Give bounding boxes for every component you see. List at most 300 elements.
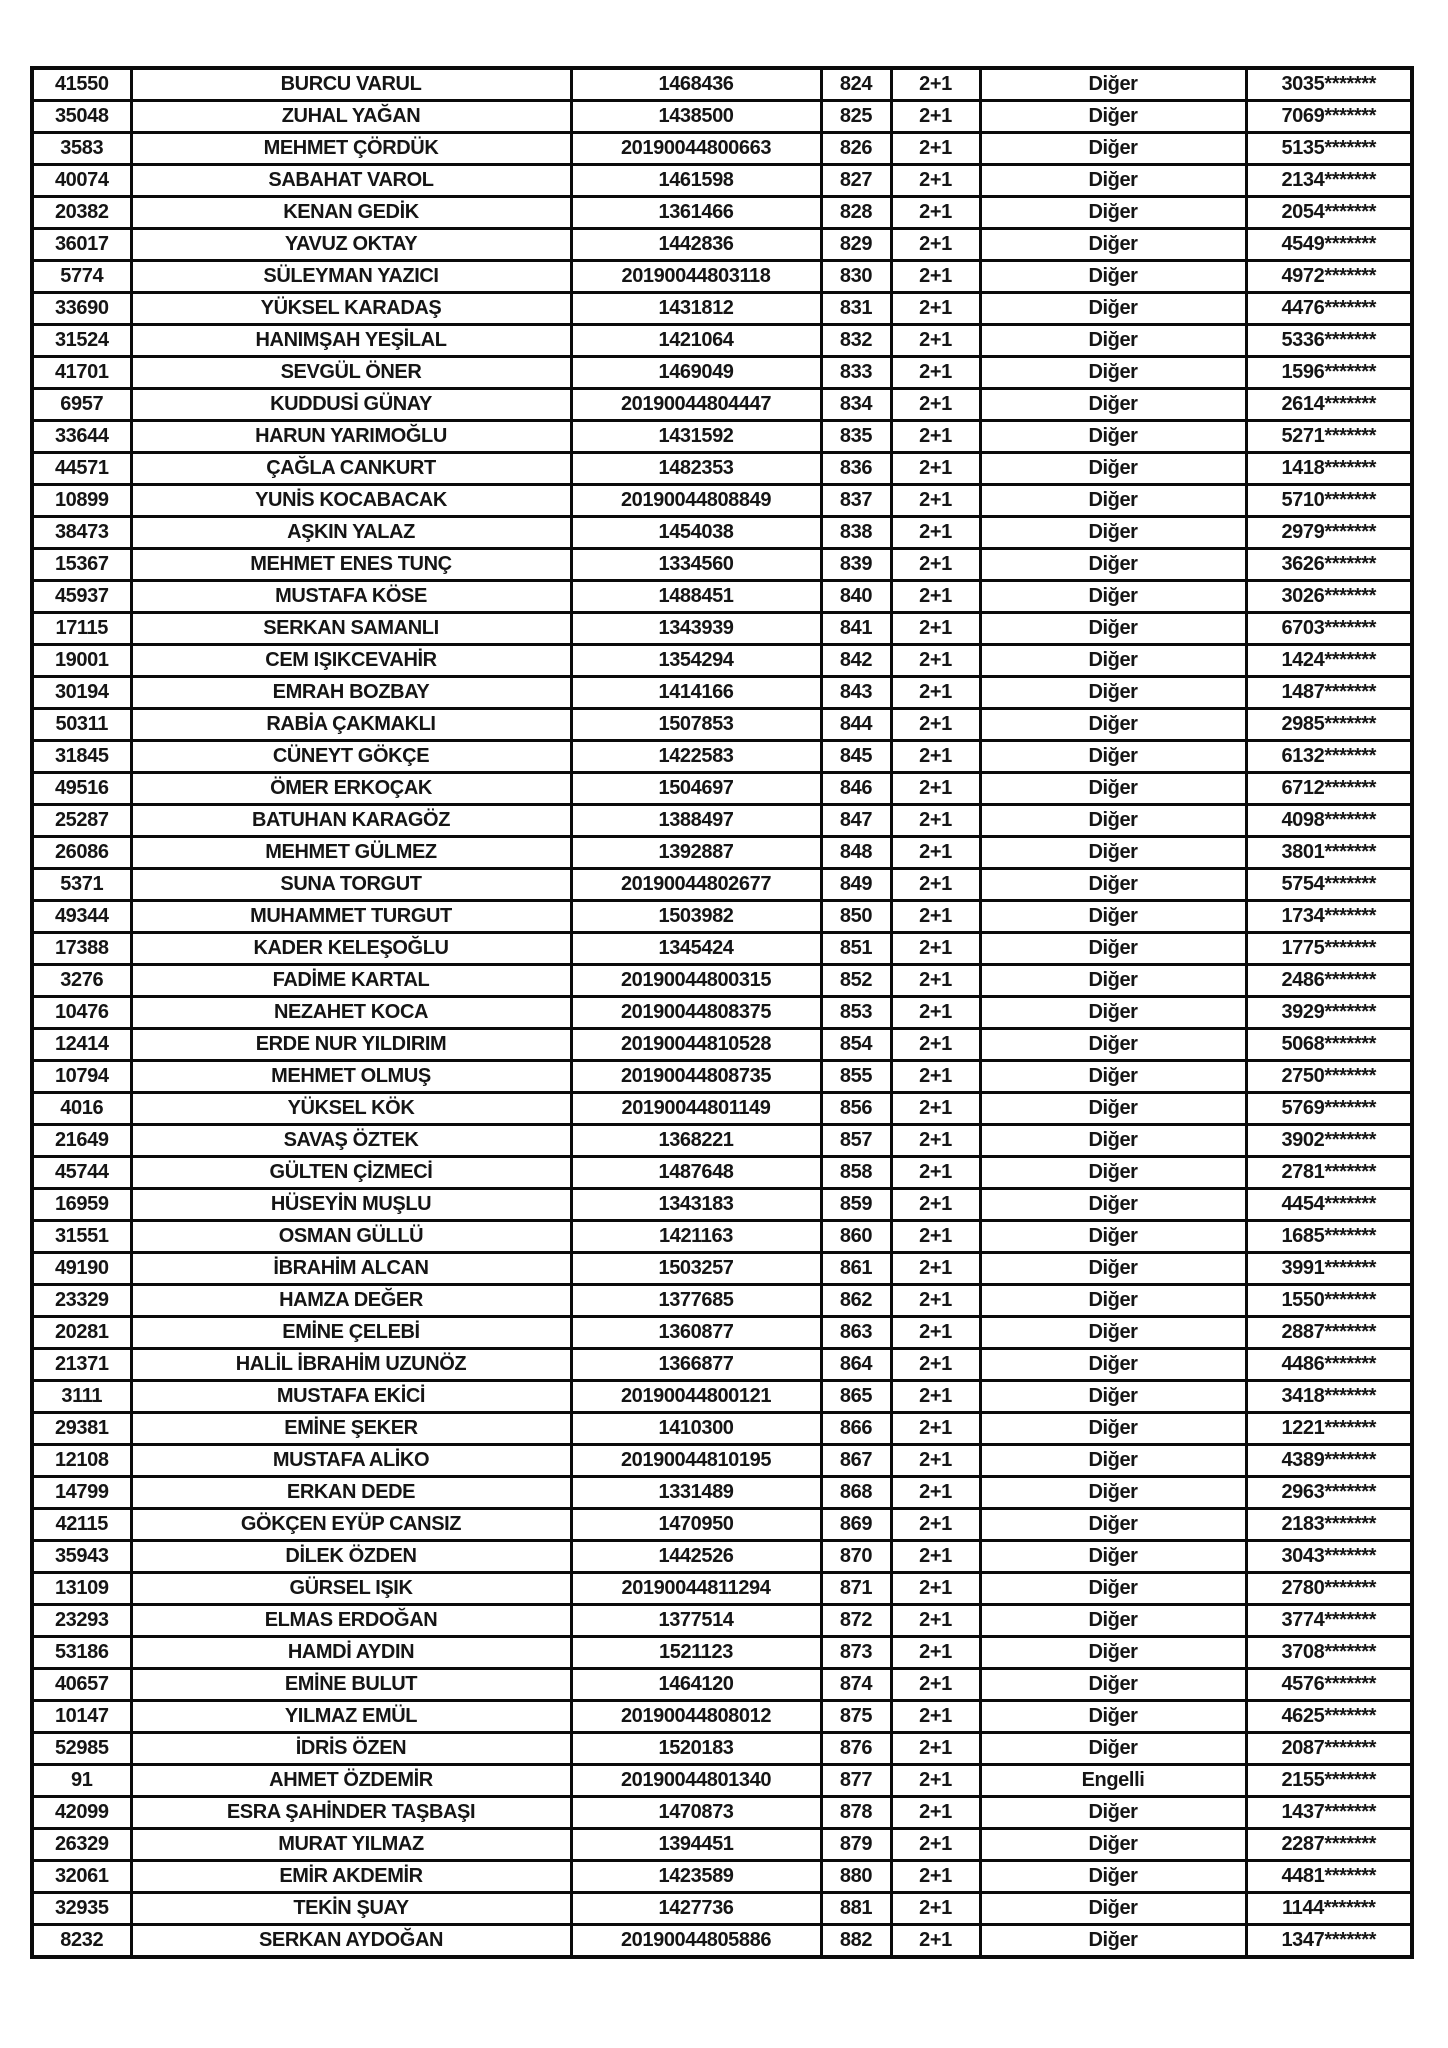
cell-house_type: 2+1 [891, 1029, 980, 1061]
cell-phone_masked: 1144******* [1246, 1893, 1412, 1925]
cell-house_type: 2+1 [891, 773, 980, 805]
cell-phone_masked: 3035******* [1246, 68, 1412, 101]
cell-name: CEM IŞIKCEVAHİR [131, 645, 571, 677]
cell-house_type: 2+1 [891, 517, 980, 549]
cell-application_no: 1488451 [571, 581, 821, 613]
cell-name: YUNİS KOCABACAK [131, 485, 571, 517]
cell-id: 10476 [32, 997, 131, 1029]
cell-application_no: 20190044808375 [571, 997, 821, 1029]
cell-application_no: 1503982 [571, 901, 821, 933]
cell-house_type: 2+1 [891, 1125, 980, 1157]
table-row [32, 613, 1412, 645]
cell-id: 25287 [32, 805, 131, 837]
cell-house_type: 2+1 [891, 1893, 980, 1925]
cell-house_type: 2+1 [891, 261, 980, 293]
cell-id: 14799 [32, 1477, 131, 1509]
cell-category: Diğer [980, 1349, 1246, 1381]
cell-id: 5371 [32, 869, 131, 901]
cell-category: Diğer [980, 1381, 1246, 1413]
cell-application_no: 1468436 [571, 68, 821, 101]
cell-order_no: 866 [821, 1413, 891, 1445]
table-row [32, 773, 1412, 805]
cell-name: KENAN GEDİK [131, 197, 571, 229]
cell-order_no: 833 [821, 357, 891, 389]
table-row [32, 453, 1412, 485]
cell-id: 52985 [32, 1733, 131, 1765]
cell-id: 49190 [32, 1253, 131, 1285]
cell-name: ESRA ŞAHİNDER TAŞBAŞI [131, 1797, 571, 1829]
table-row [32, 1253, 1412, 1285]
cell-category: Diğer [980, 549, 1246, 581]
table-row [32, 485, 1412, 517]
cell-category: Diğer [980, 485, 1246, 517]
cell-phone_masked: 2887******* [1246, 1317, 1412, 1349]
cell-name: MEHMET GÜLMEZ [131, 837, 571, 869]
cell-order_no: 875 [821, 1701, 891, 1733]
cell-order_no: 882 [821, 1925, 891, 1958]
cell-order_no: 853 [821, 997, 891, 1029]
cell-house_type: 2+1 [891, 1413, 980, 1445]
cell-house_type: 2+1 [891, 1541, 980, 1573]
cell-house_type: 2+1 [891, 997, 980, 1029]
table-row [32, 229, 1412, 261]
table-row [32, 1573, 1412, 1605]
cell-phone_masked: 1437******* [1246, 1797, 1412, 1829]
cell-phone_masked: 2087******* [1246, 1733, 1412, 1765]
cell-phone_masked: 3929******* [1246, 997, 1412, 1029]
cell-category: Diğer [980, 1445, 1246, 1477]
cell-application_no: 1427736 [571, 1893, 821, 1925]
table-row [32, 389, 1412, 421]
cell-application_no: 1414166 [571, 677, 821, 709]
cell-name: SAVAŞ ÖZTEK [131, 1125, 571, 1157]
cell-house_type: 2+1 [891, 357, 980, 389]
table-row [32, 1029, 1412, 1061]
cell-phone_masked: 6703******* [1246, 613, 1412, 645]
cell-house_type: 2+1 [891, 485, 980, 517]
cell-phone_masked: 5710******* [1246, 485, 1412, 517]
cell-phone_masked: 4549******* [1246, 229, 1412, 261]
cell-order_no: 854 [821, 1029, 891, 1061]
cell-order_no: 852 [821, 965, 891, 997]
cell-category: Diğer [980, 1509, 1246, 1541]
cell-house_type: 2+1 [891, 837, 980, 869]
cell-id: 30194 [32, 677, 131, 709]
cell-id: 31845 [32, 741, 131, 773]
cell-category: Diğer [980, 197, 1246, 229]
cell-phone_masked: 5271******* [1246, 421, 1412, 453]
cell-name: BATUHAN KARAGÖZ [131, 805, 571, 837]
cell-category: Diğer [980, 165, 1246, 197]
cell-name: MUHAMMET TURGUT [131, 901, 571, 933]
cell-phone_masked: 1487******* [1246, 677, 1412, 709]
cell-name: SUNA TORGUT [131, 869, 571, 901]
cell-category: Diğer [980, 1893, 1246, 1925]
table-row [32, 1669, 1412, 1701]
cell-phone_masked: 2780******* [1246, 1573, 1412, 1605]
cell-phone_masked: 3043******* [1246, 1541, 1412, 1573]
cell-application_no: 1345424 [571, 933, 821, 965]
table-row [32, 325, 1412, 357]
cell-application_no: 1361466 [571, 197, 821, 229]
cell-phone_masked: 4454******* [1246, 1189, 1412, 1221]
cell-name: NEZAHET KOCA [131, 997, 571, 1029]
cell-name: HARUN YARIMOĞLU [131, 421, 571, 453]
cell-name: HÜSEYİN MUŞLU [131, 1189, 571, 1221]
cell-category: Diğer [980, 1061, 1246, 1093]
cell-id: 45937 [32, 581, 131, 613]
cell-application_no: 1470873 [571, 1797, 821, 1829]
cell-application_no: 1431592 [571, 421, 821, 453]
cell-house_type: 2+1 [891, 421, 980, 453]
cell-application_no: 1392887 [571, 837, 821, 869]
cell-application_no: 1377514 [571, 1605, 821, 1637]
cell-phone_masked: 1550******* [1246, 1285, 1412, 1317]
cell-house_type: 2+1 [891, 1829, 980, 1861]
cell-phone_masked: 4576******* [1246, 1669, 1412, 1701]
cell-house_type: 2+1 [891, 677, 980, 709]
cell-phone_masked: 3026******* [1246, 581, 1412, 613]
cell-name: EMİNE ŞEKER [131, 1413, 571, 1445]
cell-order_no: 841 [821, 613, 891, 645]
cell-category: Diğer [980, 1925, 1246, 1958]
cell-order_no: 859 [821, 1189, 891, 1221]
cell-order_no: 838 [821, 517, 891, 549]
cell-application_no: 20190044803118 [571, 261, 821, 293]
table-row [32, 901, 1412, 933]
cell-order_no: 861 [821, 1253, 891, 1285]
cell-phone_masked: 2486******* [1246, 965, 1412, 997]
cell-house_type: 2+1 [891, 1253, 980, 1285]
cell-application_no: 1442836 [571, 229, 821, 261]
cell-id: 50311 [32, 709, 131, 741]
cell-house_type: 2+1 [891, 101, 980, 133]
cell-phone_masked: 1734******* [1246, 901, 1412, 933]
table-row [32, 645, 1412, 677]
cell-phone_masked: 2963******* [1246, 1477, 1412, 1509]
cell-id: 41550 [32, 68, 131, 101]
cell-phone_masked: 5135******* [1246, 133, 1412, 165]
cell-application_no: 1487648 [571, 1157, 821, 1189]
cell-id: 49516 [32, 773, 131, 805]
cell-phone_masked: 3774******* [1246, 1605, 1412, 1637]
cell-application_no: 1470950 [571, 1509, 821, 1541]
cell-name: MUSTAFA EKİCİ [131, 1381, 571, 1413]
cell-category: Diğer [980, 1701, 1246, 1733]
cell-id: 91 [32, 1765, 131, 1797]
cell-house_type: 2+1 [891, 229, 980, 261]
cell-order_no: 845 [821, 741, 891, 773]
cell-id: 17115 [32, 613, 131, 645]
cell-application_no: 1520183 [571, 1733, 821, 1765]
cell-house_type: 2+1 [891, 1637, 980, 1669]
cell-application_no: 20190044810528 [571, 1029, 821, 1061]
cell-phone_masked: 2614******* [1246, 389, 1412, 421]
cell-order_no: 855 [821, 1061, 891, 1093]
cell-name: HANIMŞAH YEŞİLAL [131, 325, 571, 357]
cell-category: Diğer [980, 1029, 1246, 1061]
cell-order_no: 837 [821, 485, 891, 517]
cell-order_no: 825 [821, 101, 891, 133]
cell-application_no: 1343939 [571, 613, 821, 645]
cell-house_type: 2+1 [891, 645, 980, 677]
cell-order_no: 877 [821, 1765, 891, 1797]
cell-application_no: 1422583 [571, 741, 821, 773]
table-row [32, 1317, 1412, 1349]
cell-category: Diğer [980, 101, 1246, 133]
cell-name: SEVGÜL ÖNER [131, 357, 571, 389]
cell-order_no: 828 [821, 197, 891, 229]
cell-category: Diğer [980, 677, 1246, 709]
cell-phone_masked: 3708******* [1246, 1637, 1412, 1669]
cell-category: Diğer [980, 389, 1246, 421]
table-row [32, 1509, 1412, 1541]
cell-name: ERKAN DEDE [131, 1477, 571, 1509]
cell-phone_masked: 1596******* [1246, 357, 1412, 389]
cell-id: 4016 [32, 1093, 131, 1125]
cell-id: 23293 [32, 1605, 131, 1637]
cell-id: 12108 [32, 1445, 131, 1477]
cell-name: SABAHAT VAROL [131, 165, 571, 197]
cell-name: AHMET ÖZDEMİR [131, 1765, 571, 1797]
table-row [32, 741, 1412, 773]
cell-category: Diğer [980, 933, 1246, 965]
cell-category: Diğer [980, 261, 1246, 293]
table-row [32, 165, 1412, 197]
cell-id: 36017 [32, 229, 131, 261]
cell-order_no: 844 [821, 709, 891, 741]
cell-house_type: 2+1 [891, 68, 980, 101]
cell-category: Diğer [980, 837, 1246, 869]
cell-name: HALİL İBRAHİM UZUNÖZ [131, 1349, 571, 1381]
table-row [32, 357, 1412, 389]
cell-name: EMRAH BOZBAY [131, 677, 571, 709]
cell-name: KUDDUSİ GÜNAY [131, 389, 571, 421]
cell-phone_masked: 1221******* [1246, 1413, 1412, 1445]
cell-house_type: 2+1 [891, 965, 980, 997]
cell-phone_masked: 1424******* [1246, 645, 1412, 677]
table-row [32, 805, 1412, 837]
cell-application_no: 1507853 [571, 709, 821, 741]
cell-order_no: 843 [821, 677, 891, 709]
cell-name: TEKİN ŞUAY [131, 1893, 571, 1925]
cell-order_no: 863 [821, 1317, 891, 1349]
cell-category: Diğer [980, 901, 1246, 933]
table-row [32, 1637, 1412, 1669]
cell-house_type: 2+1 [891, 1573, 980, 1605]
cell-house_type: 2+1 [891, 709, 980, 741]
cell-order_no: 869 [821, 1509, 891, 1541]
cell-house_type: 2+1 [891, 805, 980, 837]
cell-category: Diğer [980, 1221, 1246, 1253]
cell-category: Diğer [980, 1157, 1246, 1189]
cell-category: Diğer [980, 133, 1246, 165]
cell-application_no: 1461598 [571, 165, 821, 197]
cell-phone_masked: 1775******* [1246, 933, 1412, 965]
cell-order_no: 848 [821, 837, 891, 869]
cell-phone_masked: 2287******* [1246, 1829, 1412, 1861]
cell-name: ÇAĞLA CANKURT [131, 453, 571, 485]
cell-category: Diğer [980, 1541, 1246, 1573]
cell-application_no: 20190044802677 [571, 869, 821, 901]
table-row [32, 837, 1412, 869]
cell-name: MEHMET ENES TUNÇ [131, 549, 571, 581]
cell-name: HAMZA DEĞER [131, 1285, 571, 1317]
cell-house_type: 2+1 [891, 1605, 980, 1637]
cell-phone_masked: 5769******* [1246, 1093, 1412, 1125]
cell-name: CÜNEYT GÖKÇE [131, 741, 571, 773]
cell-application_no: 1454038 [571, 517, 821, 549]
cell-order_no: 829 [821, 229, 891, 261]
cell-name: FADİME KARTAL [131, 965, 571, 997]
cell-phone_masked: 3991******* [1246, 1253, 1412, 1285]
cell-phone_masked: 4972******* [1246, 261, 1412, 293]
cell-category: Diğer [980, 997, 1246, 1029]
cell-name: BURCU VARUL [131, 68, 571, 101]
cell-phone_masked: 1418******* [1246, 453, 1412, 485]
cell-application_no: 1354294 [571, 645, 821, 677]
cell-category: Diğer [980, 773, 1246, 805]
cell-house_type: 2+1 [891, 901, 980, 933]
cell-category: Diğer [980, 1829, 1246, 1861]
table-row [32, 68, 1412, 101]
cell-order_no: 872 [821, 1605, 891, 1637]
cell-name: KADER KELEŞOĞLU [131, 933, 571, 965]
cell-category: Diğer [980, 645, 1246, 677]
cell-name: YÜKSEL KARADAŞ [131, 293, 571, 325]
cell-phone_masked: 4389******* [1246, 1445, 1412, 1477]
cell-category: Diğer [980, 357, 1246, 389]
cell-order_no: 857 [821, 1125, 891, 1157]
cell-order_no: 850 [821, 901, 891, 933]
cell-house_type: 2+1 [891, 1669, 980, 1701]
cell-house_type: 2+1 [891, 1157, 980, 1189]
cell-category: Diğer [980, 1797, 1246, 1829]
cell-name: ZUHAL YAĞAN [131, 101, 571, 133]
cell-application_no: 1423589 [571, 1861, 821, 1893]
cell-house_type: 2+1 [891, 1285, 980, 1317]
table-row [32, 965, 1412, 997]
table-row [32, 709, 1412, 741]
cell-name: EMİR AKDEMİR [131, 1861, 571, 1893]
cell-application_no: 20190044801149 [571, 1093, 821, 1125]
cell-phone_masked: 5068******* [1246, 1029, 1412, 1061]
cell-phone_masked: 5336******* [1246, 325, 1412, 357]
cell-order_no: 864 [821, 1349, 891, 1381]
table-row [32, 549, 1412, 581]
cell-category: Diğer [980, 1637, 1246, 1669]
cell-house_type: 2+1 [891, 549, 980, 581]
cell-name: GÜRSEL IŞIK [131, 1573, 571, 1605]
cell-category: Diğer [980, 1669, 1246, 1701]
cell-name: EMİNE BULUT [131, 1669, 571, 1701]
cell-id: 26329 [32, 1829, 131, 1861]
cell-id: 23329 [32, 1285, 131, 1317]
table-row [32, 1765, 1412, 1797]
table-row [32, 997, 1412, 1029]
cell-id: 19001 [32, 645, 131, 677]
cell-phone_masked: 2134******* [1246, 165, 1412, 197]
cell-id: 35943 [32, 1541, 131, 1573]
cell-application_no: 20190044808849 [571, 485, 821, 517]
cell-order_no: 865 [821, 1381, 891, 1413]
table-row [32, 421, 1412, 453]
cell-order_no: 839 [821, 549, 891, 581]
cell-phone_masked: 3902******* [1246, 1125, 1412, 1157]
cell-application_no: 20190044801340 [571, 1765, 821, 1797]
cell-id: 31524 [32, 325, 131, 357]
cell-order_no: 849 [821, 869, 891, 901]
cell-house_type: 2+1 [891, 1701, 980, 1733]
cell-application_no: 1469049 [571, 357, 821, 389]
cell-order_no: 830 [821, 261, 891, 293]
cell-order_no: 856 [821, 1093, 891, 1125]
cell-phone_masked: 2183******* [1246, 1509, 1412, 1541]
cell-name: İBRAHİM ALCAN [131, 1253, 571, 1285]
table-row [32, 1605, 1412, 1637]
cell-name: SERKAN AYDOĞAN [131, 1925, 571, 1958]
cell-order_no: 832 [821, 325, 891, 357]
cell-name: ELMAS ERDOĞAN [131, 1605, 571, 1637]
table-row [32, 1925, 1412, 1958]
table-row [32, 1829, 1412, 1861]
cell-category: Diğer [980, 581, 1246, 613]
cell-name: MURAT YILMAZ [131, 1829, 571, 1861]
cell-id: 44571 [32, 453, 131, 485]
table-row [32, 1157, 1412, 1189]
cell-id: 33690 [32, 293, 131, 325]
table-row [32, 869, 1412, 901]
cell-name: ERDE NUR YILDIRIM [131, 1029, 571, 1061]
cell-category: Diğer [980, 325, 1246, 357]
cell-name: GÜLTEN ÇİZMECİ [131, 1157, 571, 1189]
cell-house_type: 2+1 [891, 165, 980, 197]
cell-id: 5774 [32, 261, 131, 293]
cell-house_type: 2+1 [891, 133, 980, 165]
cell-phone_masked: 2781******* [1246, 1157, 1412, 1189]
cell-order_no: 846 [821, 773, 891, 805]
table-row [32, 133, 1412, 165]
cell-id: 17388 [32, 933, 131, 965]
cell-order_no: 876 [821, 1733, 891, 1765]
cell-order_no: 858 [821, 1157, 891, 1189]
cell-house_type: 2+1 [891, 1797, 980, 1829]
cell-phone_masked: 5754******* [1246, 869, 1412, 901]
cell-id: 40074 [32, 165, 131, 197]
cell-house_type: 2+1 [891, 1733, 980, 1765]
cell-category: Diğer [980, 869, 1246, 901]
cell-phone_masked: 1685******* [1246, 1221, 1412, 1253]
cell-application_no: 1366877 [571, 1349, 821, 1381]
cell-application_no: 1504697 [571, 773, 821, 805]
table-row [32, 101, 1412, 133]
table-row [32, 1349, 1412, 1381]
cell-id: 41701 [32, 357, 131, 389]
cell-category: Diğer [980, 293, 1246, 325]
cell-category: Diğer [980, 1317, 1246, 1349]
cell-category: Diğer [980, 1253, 1246, 1285]
cell-category: Diğer [980, 1413, 1246, 1445]
cell-application_no: 1368221 [571, 1125, 821, 1157]
table-row [32, 1893, 1412, 1925]
cell-id: 10794 [32, 1061, 131, 1093]
table-row [32, 1381, 1412, 1413]
cell-application_no: 20190044808735 [571, 1061, 821, 1093]
cell-name: DİLEK ÖZDEN [131, 1541, 571, 1573]
cell-order_no: 851 [821, 933, 891, 965]
cell-category: Diğer [980, 517, 1246, 549]
cell-id: 45744 [32, 1157, 131, 1189]
